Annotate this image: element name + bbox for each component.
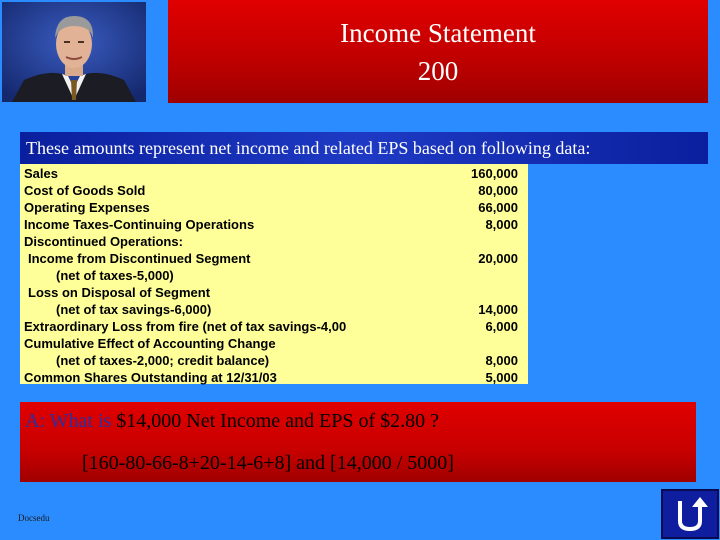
row-label: (net of taxes-5,000)	[56, 268, 174, 283]
row-label: Extraordinary Loss from fire (net of tax savings-4,00	[24, 319, 347, 334]
table-row	[20, 199, 528, 216]
row-value: 8,000	[485, 217, 518, 232]
table-row	[20, 267, 528, 284]
row-value: 20,000	[478, 251, 518, 266]
return-arrow-icon	[670, 495, 710, 533]
row-value: 80,000	[478, 183, 518, 198]
row-label: (net of taxes-2,000; credit balance)	[56, 353, 270, 368]
row-label: Income Taxes-Continuing Operations	[24, 217, 255, 232]
financial-data-table	[20, 164, 528, 384]
table-row	[20, 369, 528, 386]
answer-prefix: A: What is	[25, 410, 117, 432]
row-label: Income from Discontinued Segment	[28, 251, 251, 266]
answer-line	[25, 410, 439, 433]
row-label: Common Shares Outstanding at 12/31/03	[24, 370, 277, 385]
row-label: Loss on Disposal of Segment	[28, 285, 211, 300]
point-value: 200	[417, 56, 459, 86]
table-row	[20, 216, 528, 233]
row-value: 6,000	[485, 319, 518, 334]
table-row	[20, 284, 528, 301]
host-portrait-image	[2, 2, 146, 102]
row-label: (net of tax savings-6,000)	[56, 302, 212, 317]
table-row	[20, 318, 528, 335]
row-value: 14,000	[478, 302, 518, 317]
table-row	[20, 250, 528, 267]
answer-calculation: [160-80-66-8+20-14-6+8] and [14,000 / 5000]	[82, 452, 454, 474]
question-text: These amounts represent net income and related EPS based on following data:	[20, 132, 708, 164]
return-button[interactable]	[661, 489, 719, 539]
table-row	[20, 301, 528, 318]
row-value: 160,000	[471, 166, 518, 181]
answer-box	[20, 402, 696, 482]
row-label: Operating Expenses	[24, 200, 150, 215]
table-row	[20, 233, 528, 250]
answer-text: $14,000 Net Income and EPS of $2.80 ?	[116, 410, 440, 432]
row-label: Discontinued Operations:	[24, 234, 183, 249]
table-row	[20, 182, 528, 199]
table-row	[20, 352, 528, 369]
title-box	[168, 0, 708, 103]
row-label: Sales	[24, 166, 58, 181]
row-label: Cumulative Effect of Accounting Change	[24, 336, 276, 351]
table-row	[20, 335, 528, 352]
row-value: 8,000	[485, 353, 518, 368]
row-value: 66,000	[478, 200, 518, 215]
slide-title: Income Statement	[340, 18, 536, 48]
row-value: 5,000	[485, 370, 518, 385]
table-row	[20, 165, 528, 182]
row-label: Cost of Goods Sold	[24, 183, 146, 198]
host-photo	[2, 2, 146, 102]
footer-watermark: Docsedu	[18, 513, 50, 523]
